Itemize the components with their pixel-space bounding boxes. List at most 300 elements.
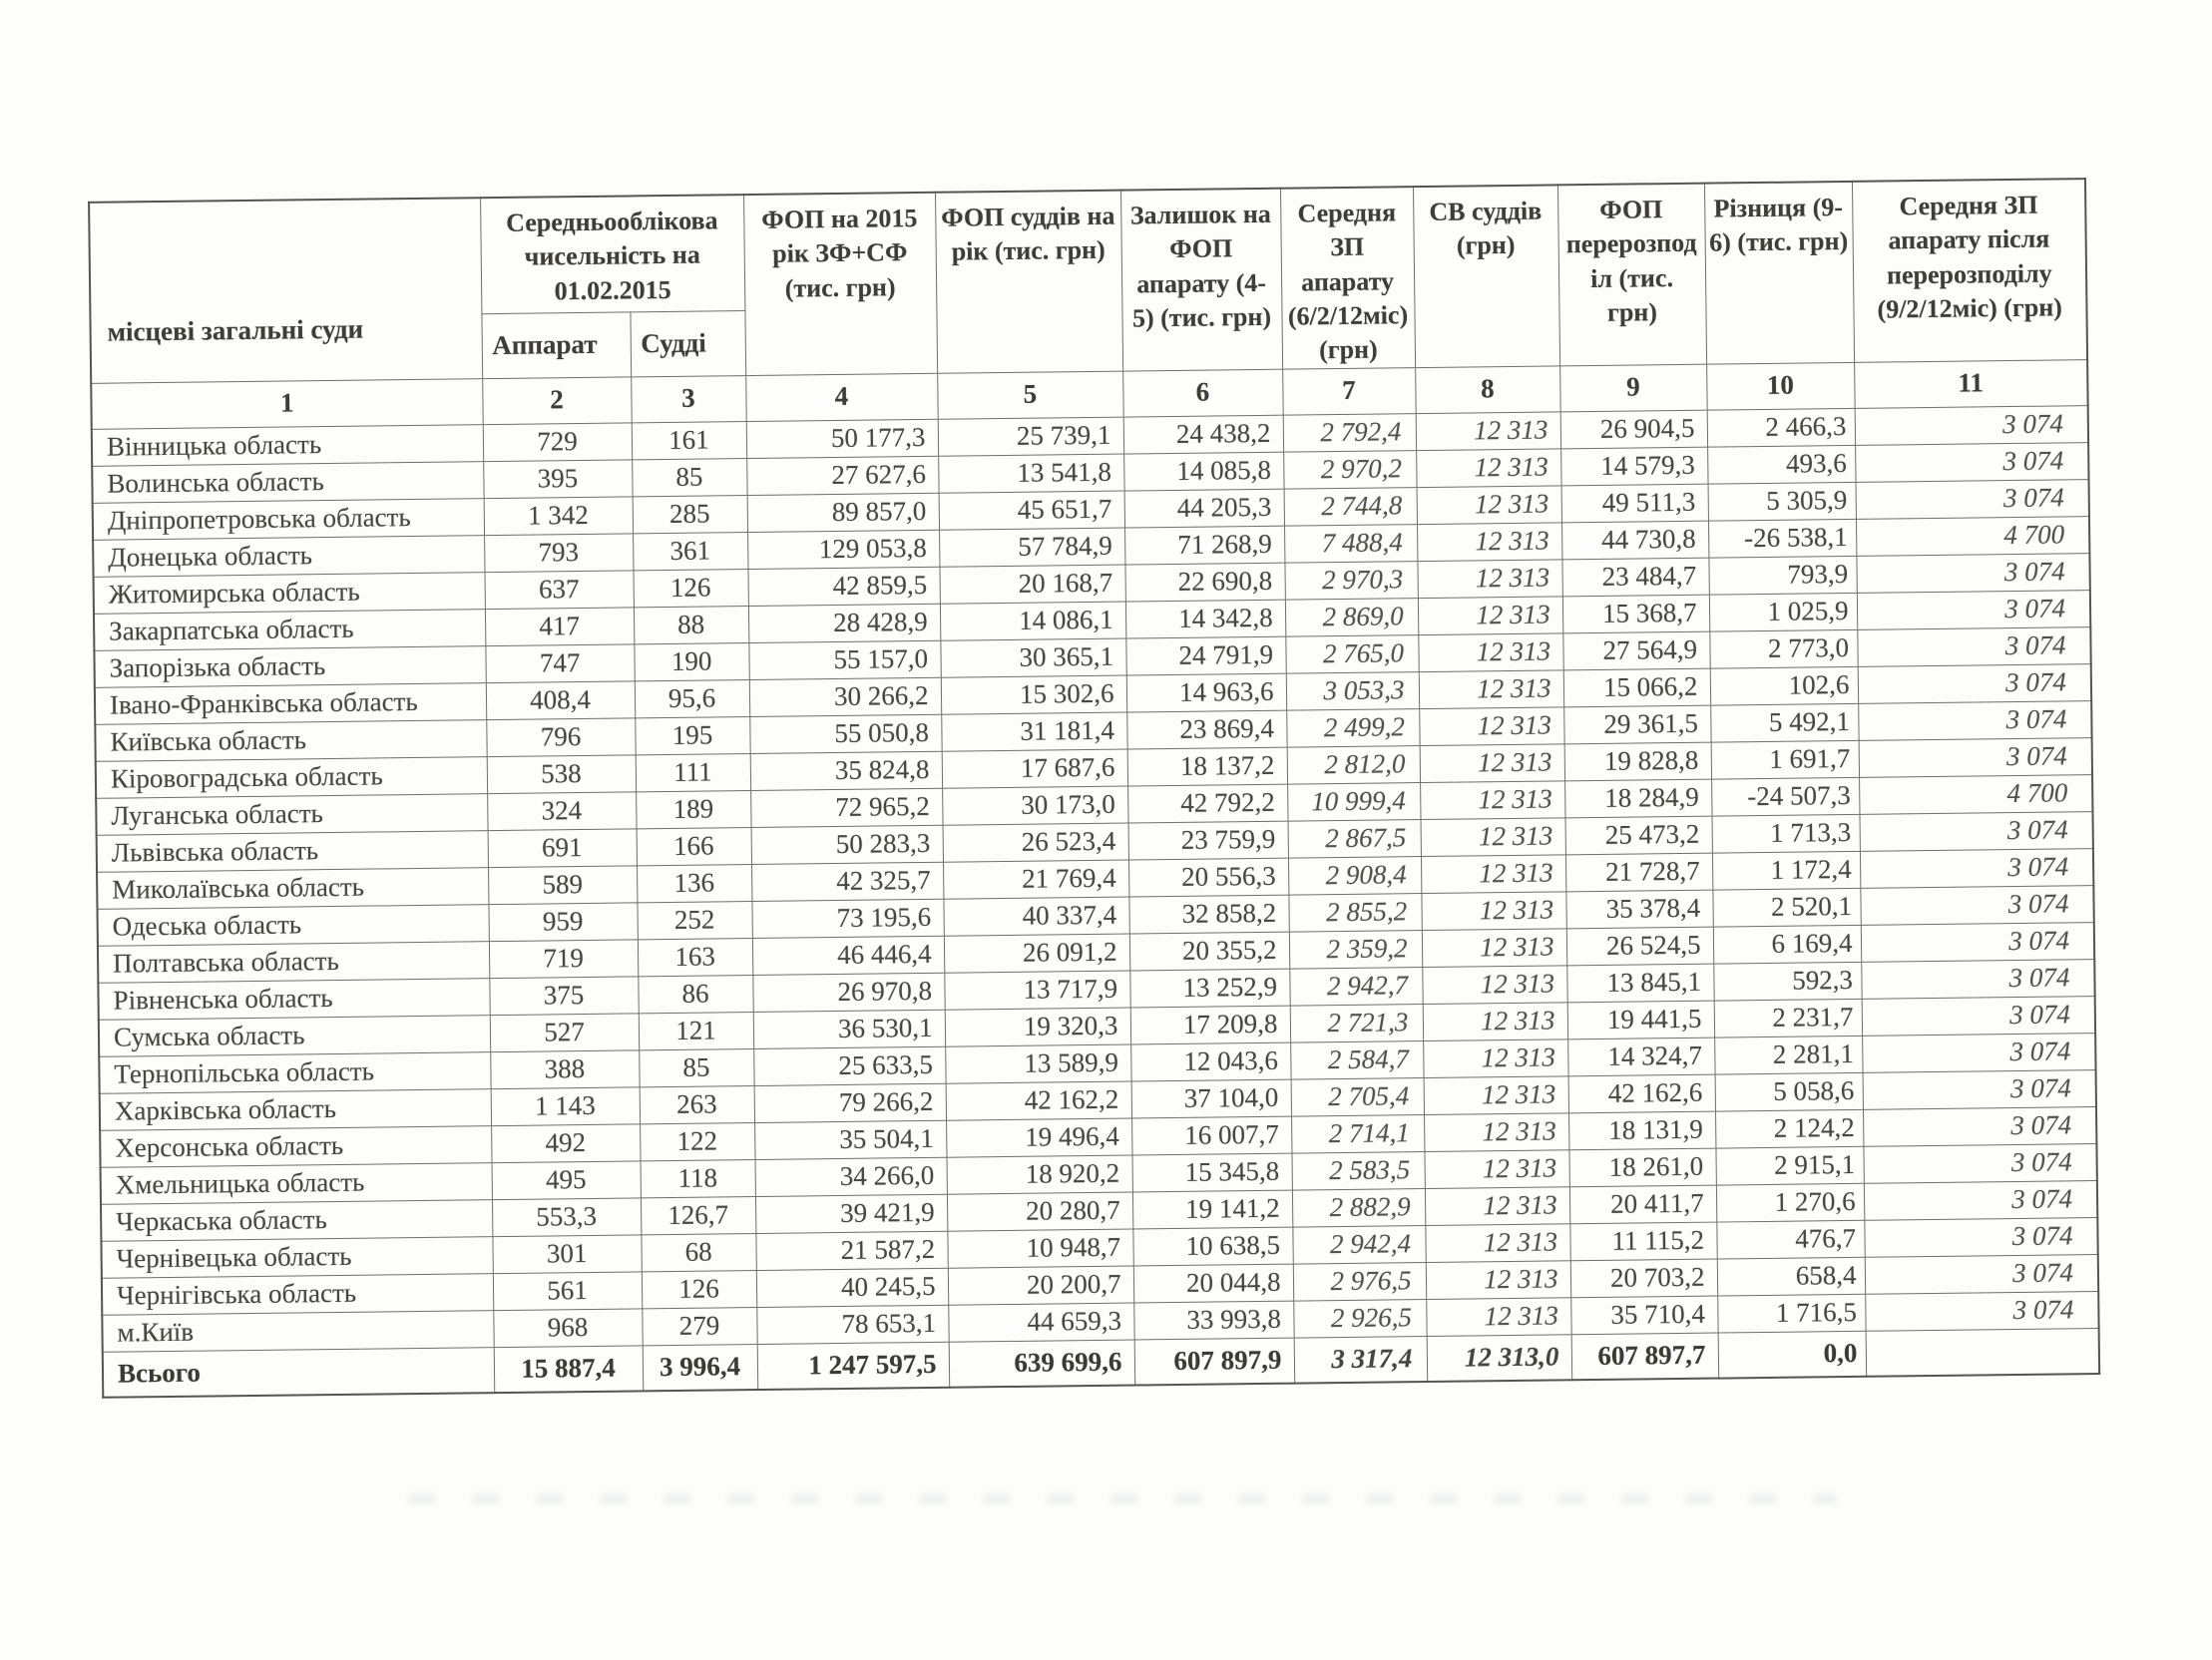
cell-value: 37 104,0 <box>1131 1079 1291 1118</box>
cell-value: 1 716,5 <box>1717 1294 1865 1333</box>
cell-value: 1 025,9 <box>1709 593 1857 631</box>
cell-value: 20 556,3 <box>1128 858 1288 897</box>
cell-value: 3 074 <box>1861 922 2094 962</box>
cell-value: 13 541,8 <box>938 454 1123 493</box>
cell-value: 55 050,8 <box>749 714 941 753</box>
cell-value: 3 074 <box>1857 590 2090 629</box>
cell-value: 493,6 <box>1707 445 1855 484</box>
cell-value: 72 965,2 <box>750 788 942 827</box>
cell-value: 2 231,7 <box>1714 999 1862 1038</box>
cell-value: 12 313 <box>1421 891 1565 930</box>
cell-value: 88 <box>634 606 748 643</box>
cell-value: 18 137,2 <box>1127 747 1287 786</box>
cell-value: 73 195,6 <box>751 899 943 938</box>
cell-value: 729 <box>483 422 632 461</box>
cell-value <box>1866 1328 2100 1377</box>
cell-value: 2 942,4 <box>1292 1225 1425 1264</box>
cell-value: 14 086,1 <box>940 602 1125 640</box>
cell-value: 2 773,0 <box>1709 629 1857 668</box>
column-number: 10 <box>1706 362 1855 410</box>
cell-value: 796 <box>486 717 635 756</box>
cell-value: 252 <box>637 901 751 939</box>
cell-value: 4 700 <box>1856 516 2089 556</box>
cell-value: 23 484,7 <box>1561 558 1708 597</box>
cell-value: 561 <box>493 1271 642 1310</box>
cell-region: Донецька область <box>93 535 484 577</box>
cell-value: 15 066,2 <box>1563 668 1710 707</box>
cell-value: 19 496,4 <box>946 1118 1131 1157</box>
cell-value: 30 365,1 <box>940 638 1125 677</box>
cell-value: 161 <box>632 421 746 459</box>
cell-value: 12 313 <box>1417 522 1561 561</box>
cell-value: 42 162,6 <box>1568 1074 1715 1113</box>
cell-value: 19 141,2 <box>1132 1190 1292 1229</box>
cell-value: 28 428,9 <box>748 604 940 642</box>
cell-value: 12 313 <box>1424 1112 1568 1151</box>
cell-value: 42 792,2 <box>1127 784 1287 823</box>
cell-value: 12 313 <box>1418 596 1562 634</box>
cell-value: 42 325,7 <box>751 862 943 901</box>
cell-value: 2 792,4 <box>1283 413 1416 452</box>
cell-value: 26 524,5 <box>1566 927 1713 966</box>
cell-region: Хмельницька область <box>101 1162 492 1204</box>
cell-value: 126,7 <box>641 1196 755 1234</box>
cell-value: 26 523,4 <box>943 823 1128 862</box>
cell-value: 3 996,4 <box>643 1344 758 1391</box>
cell-value: 17 209,8 <box>1130 1006 1290 1044</box>
ink-bleed-through <box>409 1494 1836 1503</box>
cell-value: 589 <box>488 865 637 904</box>
cell-value: 36 530,1 <box>753 1010 945 1048</box>
cell-value: 26 091,2 <box>944 934 1129 973</box>
cell-value: 2 705,4 <box>1291 1077 1424 1116</box>
cell-value: 35 710,4 <box>1570 1296 1717 1335</box>
cell-value: 3 074 <box>1864 1180 2097 1220</box>
cell-value: 12 313 <box>1426 1260 1570 1299</box>
cell-value: 126 <box>642 1270 756 1308</box>
cell-region: Волинська область <box>92 461 483 503</box>
cell-value: 27 564,9 <box>1562 631 1709 670</box>
cell-value: 1 342 <box>484 496 633 535</box>
cell-value: 12 313 <box>1420 780 1564 819</box>
header-avg-salary-after: Середня ЗП апарату після перерозподілу (9/2/12міс) (грн) <box>1852 179 2087 362</box>
cell-region: Кіровоградська область <box>96 756 487 798</box>
cell-value: 4 700 <box>1859 774 2092 814</box>
cell-value: 12 313,0 <box>1427 1334 1572 1382</box>
cell-value: 3 074 <box>1863 1069 2096 1109</box>
cell-value: 163 <box>638 938 752 976</box>
cell-value: 3 074 <box>1859 737 2092 777</box>
cell-value: 959 <box>488 902 637 941</box>
cell-value: 14 579,3 <box>1560 447 1707 486</box>
cell-value: 12 313 <box>1416 448 1560 487</box>
cell-value: 3 317,4 <box>1294 1336 1428 1384</box>
cell-region: Запорізька область <box>94 645 485 687</box>
cell-value: 1 270,6 <box>1716 1183 1864 1222</box>
cell-value: 3 074 <box>1858 700 2091 740</box>
cell-value: 12 313 <box>1420 743 1564 782</box>
cell-value: 26 904,5 <box>1560 410 1707 449</box>
cell-value: 2 584,7 <box>1290 1040 1423 1079</box>
cell-value: 12 313 <box>1425 1223 1569 1262</box>
courts-payroll-table <box>88 178 2098 1399</box>
cell-value: 263 <box>640 1085 754 1123</box>
cell-region: Львівська область <box>97 830 488 872</box>
cell-region: Дніпропетровська область <box>93 498 484 540</box>
cell-value: 2 466,3 <box>1707 408 1855 447</box>
cell-value: 361 <box>633 532 747 570</box>
cell-value: 3 074 <box>1857 626 2090 666</box>
cell-region: м.Київ <box>102 1310 493 1352</box>
cell-value: 25 633,5 <box>753 1046 945 1085</box>
cell-value: 538 <box>487 754 636 793</box>
cell-value: 126 <box>633 569 747 607</box>
cell-value: 15 887,4 <box>494 1345 644 1393</box>
cell-value: 553,3 <box>492 1197 641 1236</box>
cell-value: 3 074 <box>1865 1291 2098 1331</box>
cell-value: 658,4 <box>1717 1257 1865 1296</box>
cell-value: 40 245,5 <box>756 1268 948 1307</box>
cell-value: 492 <box>491 1123 640 1162</box>
cell-value: 14 085,8 <box>1123 452 1283 491</box>
cell-region: Луганська область <box>96 793 487 835</box>
cell-value: 85 <box>639 1048 753 1086</box>
column-number: 3 <box>631 375 746 422</box>
cell-value: 2 970,2 <box>1283 450 1416 489</box>
cell-value: 12 313 <box>1424 1075 1568 1114</box>
total-label: Всього <box>103 1347 495 1398</box>
cell-value: 968 <box>493 1308 642 1347</box>
cell-value: 18 131,9 <box>1568 1111 1715 1150</box>
cell-value: 18 920,2 <box>946 1155 1131 1194</box>
cell-value: -26 538,1 <box>1708 519 1856 558</box>
cell-value: 20 411,7 <box>1569 1185 1716 1224</box>
cell-value: 2 867,5 <box>1288 819 1421 858</box>
cell-value: 35 824,8 <box>750 751 942 790</box>
cell-value: 190 <box>634 642 748 680</box>
header-row-main <box>89 179 2086 318</box>
cell-value: 3 074 <box>1859 811 2092 851</box>
cell-value: 1 172,4 <box>1712 851 1860 890</box>
cell-value: 12 313 <box>1426 1297 1570 1336</box>
cell-value: 2 721,3 <box>1290 1004 1423 1042</box>
cell-value: 2 926,5 <box>1293 1299 1426 1338</box>
cell-value: 195 <box>635 716 749 754</box>
cell-value: 11 115,2 <box>1569 1222 1716 1261</box>
cell-value: 23 869,4 <box>1126 710 1286 749</box>
cell-value: 49 511,3 <box>1561 484 1708 523</box>
header-courts: місцеві загальні суди <box>89 198 482 383</box>
cell-value: 3 074 <box>1865 1254 2098 1294</box>
cell-region: Рівненська область <box>98 978 489 1020</box>
header-fop-judges: ФОП суддів на рік (тис. грн) <box>935 191 1122 373</box>
cell-value: 3 074 <box>1862 1033 2095 1072</box>
cell-value: 29 361,5 <box>1563 705 1710 744</box>
cell-region: Житомирська область <box>94 572 485 614</box>
cell-value: 118 <box>641 1159 755 1197</box>
cell-region: Тернопільська область <box>99 1051 490 1093</box>
cell-value: 12 313 <box>1418 632 1562 671</box>
cell-value: 21 769,4 <box>943 860 1128 899</box>
cell-value: 3 074 <box>1864 1217 2097 1257</box>
cell-value: 78 653,1 <box>756 1305 948 1344</box>
cell-value: 20 200,7 <box>948 1266 1133 1305</box>
cell-value: 166 <box>637 827 751 865</box>
cell-value: 7 488,4 <box>1284 524 1417 563</box>
cell-value: 30 266,2 <box>749 677 941 716</box>
cell-value: 1 247 597,5 <box>757 1342 950 1390</box>
cell-value: 20 280,7 <box>947 1192 1132 1231</box>
cell-value: 3 074 <box>1855 405 2088 445</box>
cell-value: 14 342,8 <box>1125 600 1285 638</box>
column-number: 2 <box>482 376 632 424</box>
cell-value: 31 181,4 <box>941 712 1126 751</box>
cell-value: 12 313 <box>1424 1149 1568 1188</box>
cell-value: 2 281,1 <box>1714 1036 1862 1074</box>
cell-value: 26 970,8 <box>752 973 944 1012</box>
cell-region: Закарпатська область <box>94 609 485 650</box>
cell-value: 14 324,7 <box>1567 1038 1714 1076</box>
cell-value: 3 053,3 <box>1286 671 1419 710</box>
cell-value: 3 074 <box>1862 996 2095 1036</box>
cell-value: 40 337,4 <box>943 897 1128 936</box>
cell-value: 20 044,8 <box>1133 1264 1293 1303</box>
cell-value: 10 638,5 <box>1132 1227 1292 1266</box>
cell-value: 50 177,3 <box>746 419 938 458</box>
cell-value: 20 168,7 <box>939 565 1124 604</box>
cell-value: 122 <box>640 1122 754 1160</box>
cell-value: 18 261,0 <box>1568 1148 1715 1187</box>
cell-value: 30 173,0 <box>942 786 1127 825</box>
cell-region: Полтавська область <box>98 941 489 983</box>
cell-value: 19 441,5 <box>1567 1001 1714 1039</box>
cell-value: 23 759,9 <box>1128 821 1288 860</box>
cell-value: 111 <box>636 753 750 791</box>
cell-value: 34 266,0 <box>755 1157 947 1196</box>
cell-value: 417 <box>485 607 634 645</box>
cell-value: 20 355,2 <box>1129 932 1289 971</box>
cell-value: 86 <box>638 975 752 1013</box>
cell-value: 50 283,3 <box>751 825 943 864</box>
cell-value: 55 157,0 <box>748 640 940 679</box>
cell-value: 121 <box>639 1012 753 1049</box>
cell-value: 85 <box>632 458 746 496</box>
cell-value: 44 659,3 <box>948 1303 1133 1342</box>
cell-value: 2 583,5 <box>1291 1151 1424 1190</box>
cell-value: 324 <box>487 791 636 830</box>
column-number: 9 <box>1559 364 1707 412</box>
cell-value: 12 313 <box>1419 669 1563 708</box>
cell-value: 3 074 <box>1863 1143 2096 1183</box>
cell-value: 5 492,1 <box>1710 703 1858 742</box>
cell-value: 13 845,1 <box>1566 964 1713 1003</box>
cell-value: 2 499,2 <box>1286 708 1419 747</box>
cell-value: 42 859,5 <box>747 567 939 606</box>
cell-region: Черкаська область <box>101 1199 492 1241</box>
cell-region: Харківська область <box>100 1088 491 1130</box>
cell-value: 388 <box>490 1049 639 1088</box>
cell-value: 35 378,4 <box>1565 890 1712 929</box>
column-number: 6 <box>1122 369 1283 417</box>
cell-value: 136 <box>637 864 751 902</box>
cell-value: 102,6 <box>1710 666 1858 705</box>
cell-value: 2 869,0 <box>1285 598 1418 636</box>
cell-value: 33 993,8 <box>1133 1301 1293 1340</box>
column-number: 1 <box>91 378 483 429</box>
cell-value: 1 691,7 <box>1711 740 1859 779</box>
data-table <box>88 178 2100 1399</box>
cell-region: Одеська область <box>97 904 488 946</box>
header-fop-remainder: Залишок на ФОП апарату (4-5) (тис. грн) <box>1120 189 1282 371</box>
cell-value: 12 313 <box>1417 559 1561 598</box>
cell-value: 3 074 <box>1856 553 2089 593</box>
cell-value: 2 915,1 <box>1715 1146 1863 1185</box>
cell-value: 19 320,3 <box>945 1008 1130 1046</box>
cell-region: Чернівецька область <box>101 1236 492 1278</box>
cell-value: 476,7 <box>1716 1220 1864 1259</box>
cell-value: 12 313 <box>1422 965 1566 1004</box>
cell-value: 46 446,4 <box>752 936 944 975</box>
cell-value: 20 703,2 <box>1570 1259 1717 1298</box>
column-number: 8 <box>1415 365 1560 413</box>
cell-value: 691 <box>488 828 637 867</box>
cell-value: 2 882,9 <box>1292 1188 1425 1227</box>
cell-value: 44 730,8 <box>1561 521 1708 560</box>
cell-value: 68 <box>641 1233 755 1271</box>
cell-value: 2 908,4 <box>1288 856 1421 895</box>
cell-value: 18 284,9 <box>1564 779 1711 818</box>
header-fop-redistribution: ФОП перерозподіл (тис. грн) <box>1557 184 1706 366</box>
cell-value: 15 302,6 <box>941 675 1126 714</box>
cell-value: 719 <box>489 939 638 978</box>
header-avg-count: Середньооблікова чисельність на 01.02.2015 <box>480 195 744 314</box>
cell-value: 39 421,9 <box>755 1194 947 1233</box>
cell-value: 607 897,9 <box>1134 1338 1295 1386</box>
cell-value: 22 690,8 <box>1124 563 1284 602</box>
cell-value: 2 520,1 <box>1712 888 1860 927</box>
cell-value: 12 313 <box>1423 1038 1567 1077</box>
cell-value: 3 074 <box>1860 848 2093 888</box>
cell-value: 12 313 <box>1416 411 1560 450</box>
cell-value: 495 <box>492 1160 641 1199</box>
cell-value: 5 305,9 <box>1708 482 1856 521</box>
cell-value: 19 828,8 <box>1564 742 1711 781</box>
cell-value: 15 368,7 <box>1562 595 1709 633</box>
cell-value: 5 058,6 <box>1715 1072 1863 1111</box>
cell-value: 12 313 <box>1417 485 1561 524</box>
cell-value: 747 <box>485 643 634 682</box>
cell-value: 13 717,9 <box>944 971 1129 1010</box>
cell-value: 2 765,0 <box>1285 634 1418 673</box>
cell-value: 12 043,6 <box>1130 1042 1290 1081</box>
cell-value: 13 589,9 <box>945 1044 1130 1083</box>
cell-value: 12 313 <box>1425 1186 1569 1225</box>
cell-value: 32 858,2 <box>1128 895 1288 934</box>
cell-value: 12 313 <box>1423 1002 1567 1040</box>
cell-value: 1 143 <box>491 1086 640 1125</box>
column-number: 5 <box>937 371 1123 419</box>
cell-value: 637 <box>485 570 634 609</box>
cell-region: Сумська область <box>99 1015 490 1056</box>
cell-value: 1 713,3 <box>1711 814 1859 853</box>
cell-value: 592,3 <box>1713 962 1861 1001</box>
cell-value: 639 699,6 <box>949 1340 1135 1388</box>
header-avg-salary: Середня ЗП апарату (6/2/12міс) (грн) <box>1280 187 1415 369</box>
cell-value: 17 687,6 <box>942 749 1127 788</box>
cell-value: 13 252,9 <box>1129 969 1289 1008</box>
cell-value: 44 205,3 <box>1124 489 1284 528</box>
column-number: 11 <box>1854 359 2088 408</box>
header-apparatus: Аппарат <box>481 312 631 378</box>
cell-value: 6 169,4 <box>1713 925 1861 964</box>
cell-value: 79 266,2 <box>754 1083 946 1122</box>
cell-value: 35 504,1 <box>754 1120 946 1159</box>
cell-value: 3 074 <box>1860 885 2093 925</box>
header-fop-2015: ФОП на 2015 рік ЗФ+СФ (тис. грн) <box>743 193 937 375</box>
column-number: 4 <box>745 373 938 421</box>
cell-value: 14 963,6 <box>1126 673 1286 712</box>
cell-value: 3 074 <box>1861 959 2094 999</box>
cell-value: 395 <box>483 459 632 498</box>
cell-value: 2 124,2 <box>1715 1109 1863 1148</box>
cell-value: 2 744,8 <box>1284 487 1417 526</box>
cell-value: 527 <box>490 1013 639 1051</box>
cell-value: 2 812,0 <box>1287 745 1420 784</box>
cell-value: 12 313 <box>1419 706 1563 745</box>
cell-value: 129 053,8 <box>747 530 939 569</box>
cell-value: 607 897,7 <box>1571 1333 1719 1381</box>
cell-value: 189 <box>636 790 750 828</box>
cell-region: Миколаївська область <box>97 867 488 909</box>
cell-value: 2 970,3 <box>1284 561 1417 600</box>
header-sv-judges: СВ суддів (грн) <box>1413 185 1559 367</box>
cell-value: 285 <box>633 495 747 533</box>
cell-value: 95,6 <box>635 679 749 717</box>
cell-value: 408,4 <box>486 680 635 719</box>
cell-value: 3 074 <box>1863 1106 2096 1146</box>
cell-value: 45 651,7 <box>939 491 1124 530</box>
cell-region: Чернігівська область <box>102 1273 493 1315</box>
cell-value: 12 313 <box>1421 854 1565 893</box>
cell-value: 10 948,7 <box>947 1229 1132 1268</box>
cell-value: 3 074 <box>1855 442 2088 482</box>
cell-region: Київська область <box>95 719 486 761</box>
cell-value: 793 <box>484 533 633 572</box>
cell-value: 21 587,2 <box>755 1231 947 1270</box>
cell-value: 2 976,5 <box>1293 1262 1426 1301</box>
cell-value: 27 627,6 <box>746 456 938 495</box>
cell-region: Херсонська область <box>100 1125 491 1167</box>
cell-value: 301 <box>492 1234 641 1273</box>
cell-value: 25 739,1 <box>938 417 1123 456</box>
cell-value: 25 473,2 <box>1565 816 1712 855</box>
cell-value: 12 313 <box>1422 928 1566 967</box>
cell-value: 793,9 <box>1708 556 1856 595</box>
cell-value: 2 714,1 <box>1291 1114 1424 1153</box>
cell-value: 10 999,4 <box>1287 782 1420 821</box>
cell-value: 15 345,8 <box>1131 1153 1291 1192</box>
header-judges: Судді <box>630 311 745 377</box>
cell-value: 24 791,9 <box>1125 636 1285 675</box>
cell-value: 3 074 <box>1858 663 2091 703</box>
cell-value: 42 162,2 <box>946 1081 1131 1120</box>
cell-value: 57 784,9 <box>939 528 1124 567</box>
cell-value: 24 438,2 <box>1123 415 1283 454</box>
header-difference: Різниця (9-6) (тис. грн) <box>1704 182 1854 364</box>
cell-value: 89 857,0 <box>747 493 939 532</box>
cell-value: 375 <box>489 976 638 1015</box>
cell-region: Івано-Франківська область <box>95 682 486 724</box>
